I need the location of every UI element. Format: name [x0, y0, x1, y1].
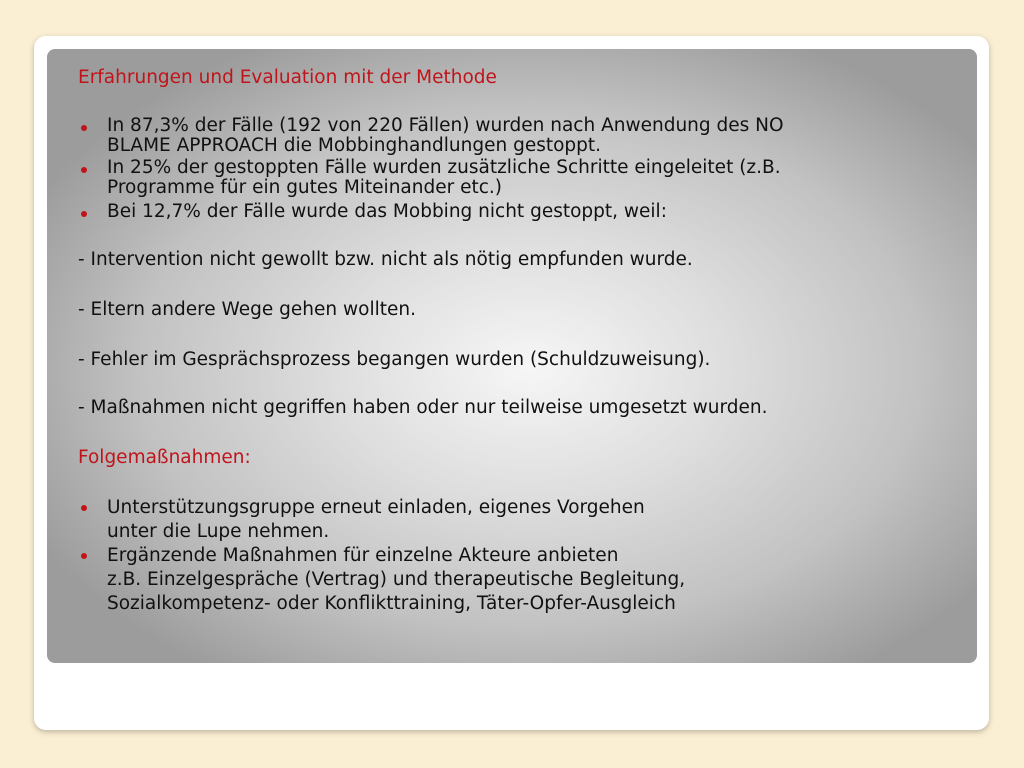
bullet-dot-icon	[81, 211, 87, 217]
slide-heading: Erfahrungen und Evaluation mit der Methode	[78, 67, 497, 88]
reason-line: - Intervention nicht gewollt bzw. nicht als nötig empfunden wurde.	[78, 249, 693, 270]
bullet-dot-icon	[81, 553, 87, 559]
slide-text	[78, 66, 948, 616]
bullet-line: z.B. Einzelgespräche (Vertrag) und therapeutische Begleitung,	[107, 569, 686, 590]
bullet-line: unter die Lupe nehmen.	[107, 521, 330, 542]
bullet-line: Bei 12,7% der Fälle wurde das Mobbing nicht gestoppt, weil:	[107, 201, 667, 222]
reason-line: - Maßnahmen nicht gegriffen haben oder nur teilweise umgesetzt wurden.	[78, 397, 768, 418]
subheading: Folgemaßnahmen:	[78, 447, 251, 468]
followup-bullet-list	[78, 496, 948, 616]
bullet-line: Unterstützungsgruppe erneut einladen, eigenes Vorgehen	[107, 497, 645, 518]
bullet-item	[78, 202, 948, 222]
bullet-item	[78, 496, 948, 544]
bullet-line: Programme für ein gutes Miteinander etc.)	[107, 177, 502, 198]
bullet-item	[78, 158, 948, 198]
bullet-line: In 25% der gestoppten Fälle wurden zusätzliche Schritte eingeleitet (z.B.	[107, 157, 781, 178]
bullet-item	[78, 544, 948, 616]
bullet-dot-icon	[81, 167, 87, 173]
reason-line: - Fehler im Gesprächsprozess begangen wurden (Schuldzuweisung).	[78, 349, 711, 370]
bullet-line: BLAME APPROACH die Mobbinghandlungen gestoppt.	[107, 135, 602, 156]
reason-line: - Eltern andere Wege gehen wollten.	[78, 299, 416, 320]
result-bullet-list	[78, 116, 948, 222]
bullet-item	[78, 116, 948, 156]
bullet-dot-icon	[81, 505, 87, 511]
bullet-dot-icon	[81, 125, 87, 131]
bullet-line: Sozialkompetenz- oder Konflikttraining, Täter-Opfer-Ausgleich	[107, 593, 676, 614]
bullet-line: In 87,3% der Fälle (192 von 220 Fällen) wurden nach Anwendung des NO	[107, 115, 784, 136]
bullet-line: Ergänzende Maßnahmen für einzelne Akteure anbieten	[107, 545, 619, 566]
